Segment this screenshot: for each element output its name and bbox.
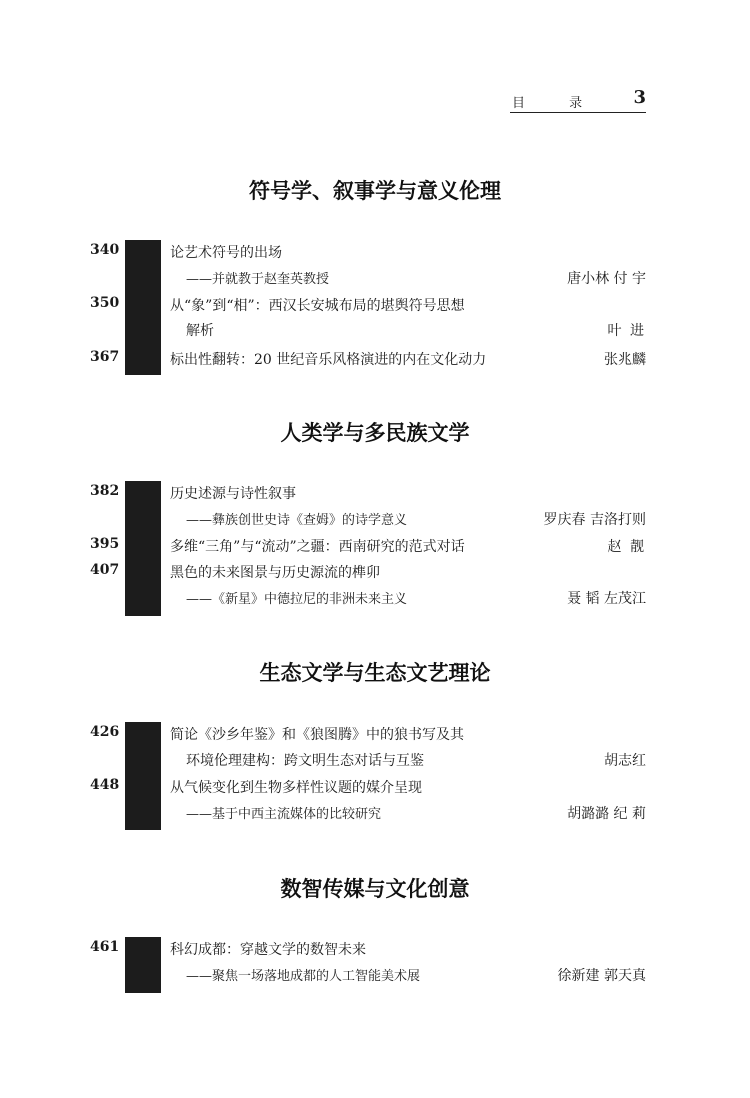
entry-authors: 赵 靓 — [607, 539, 646, 555]
entry-title[interactable]: 标出性翻转：20 世纪音乐风格演进的内在文化动力 — [170, 352, 487, 368]
entry-title[interactable]: 论艺术符号的出场 — [170, 245, 282, 261]
entry-page: 426 — [90, 724, 120, 740]
entry-subtitle: ——基于中西主流媒体的比较研究 — [186, 807, 382, 822]
running-head-label: 目 录 — [512, 96, 603, 111]
section-bar — [125, 722, 161, 830]
entry-title[interactable]: 黑色的未来图景与历史源流的榫卯 — [170, 565, 380, 581]
entry-title[interactable]: 历史述源与诗性叙事 — [170, 486, 296, 502]
entry-title-continued: 解析 — [186, 323, 214, 339]
entry-authors: 叶 进 — [607, 323, 646, 339]
entry-title[interactable]: 从气候变化到生物多样性议题的媒介呈现 — [170, 780, 422, 796]
entry-title[interactable]: 从“象”到“相”：西汉长安城布局的堪舆符号思想 — [170, 298, 465, 314]
entry-authors: 胡志红 — [604, 753, 646, 769]
entry-title-continued: 环境伦理建构：跨文明生态对话与互鉴 — [186, 753, 424, 769]
section-bar — [125, 937, 161, 993]
entry-authors: 唐小林 付 宇 — [567, 271, 646, 287]
entry-subtitle: ——彝族创世史诗《查姆》的诗学意义 — [186, 513, 408, 528]
entry-page: 340 — [90, 242, 120, 258]
section-bar — [125, 240, 161, 375]
section-title: 人类学与多民族文学 — [280, 421, 470, 445]
entry-page: 448 — [90, 777, 120, 793]
entry-page: 461 — [90, 939, 120, 955]
entry-authors: 聂 韬 左茂江 — [567, 591, 646, 607]
entry-subtitle: ——并就教于赵奎英教授 — [186, 272, 330, 287]
entry-authors: 徐新建 郭天真 — [557, 968, 646, 984]
entry-authors: 罗庆春 吉洛打则 — [543, 512, 646, 528]
section-bar — [125, 481, 161, 616]
entry-title[interactable]: 多维“三角”与“流动”之疆：西南研究的范式对话 — [170, 539, 465, 555]
entry-subtitle: ——聚焦一场落地成都的人工智能美术展 — [186, 969, 421, 984]
entry-page: 407 — [90, 562, 120, 578]
entry-authors: 张兆麟 — [604, 352, 646, 368]
section-title: 生态文学与生态文艺理论 — [259, 661, 491, 685]
entry-page: 395 — [90, 536, 120, 552]
entry-page: 382 — [90, 483, 120, 499]
entry-title[interactable]: 科幻成都：穿越文学的数智未来 — [170, 942, 366, 958]
running-head — [510, 87, 646, 113]
entry-subtitle: ——《新星》中德拉尼的非洲未来主义 — [186, 592, 408, 607]
entry-page: 350 — [90, 295, 120, 311]
page-number: 3 — [633, 87, 646, 108]
section-title: 数智传媒与文化创意 — [280, 877, 470, 901]
entry-title[interactable]: 简论《沙乡年鉴》和《狼图腾》中的狼书写及其 — [170, 727, 464, 743]
entry-authors: 胡潞潞 纪 莉 — [567, 806, 646, 822]
entry-page: 367 — [90, 349, 120, 365]
section-title: 符号学、叙事学与意义伦理 — [249, 179, 501, 203]
